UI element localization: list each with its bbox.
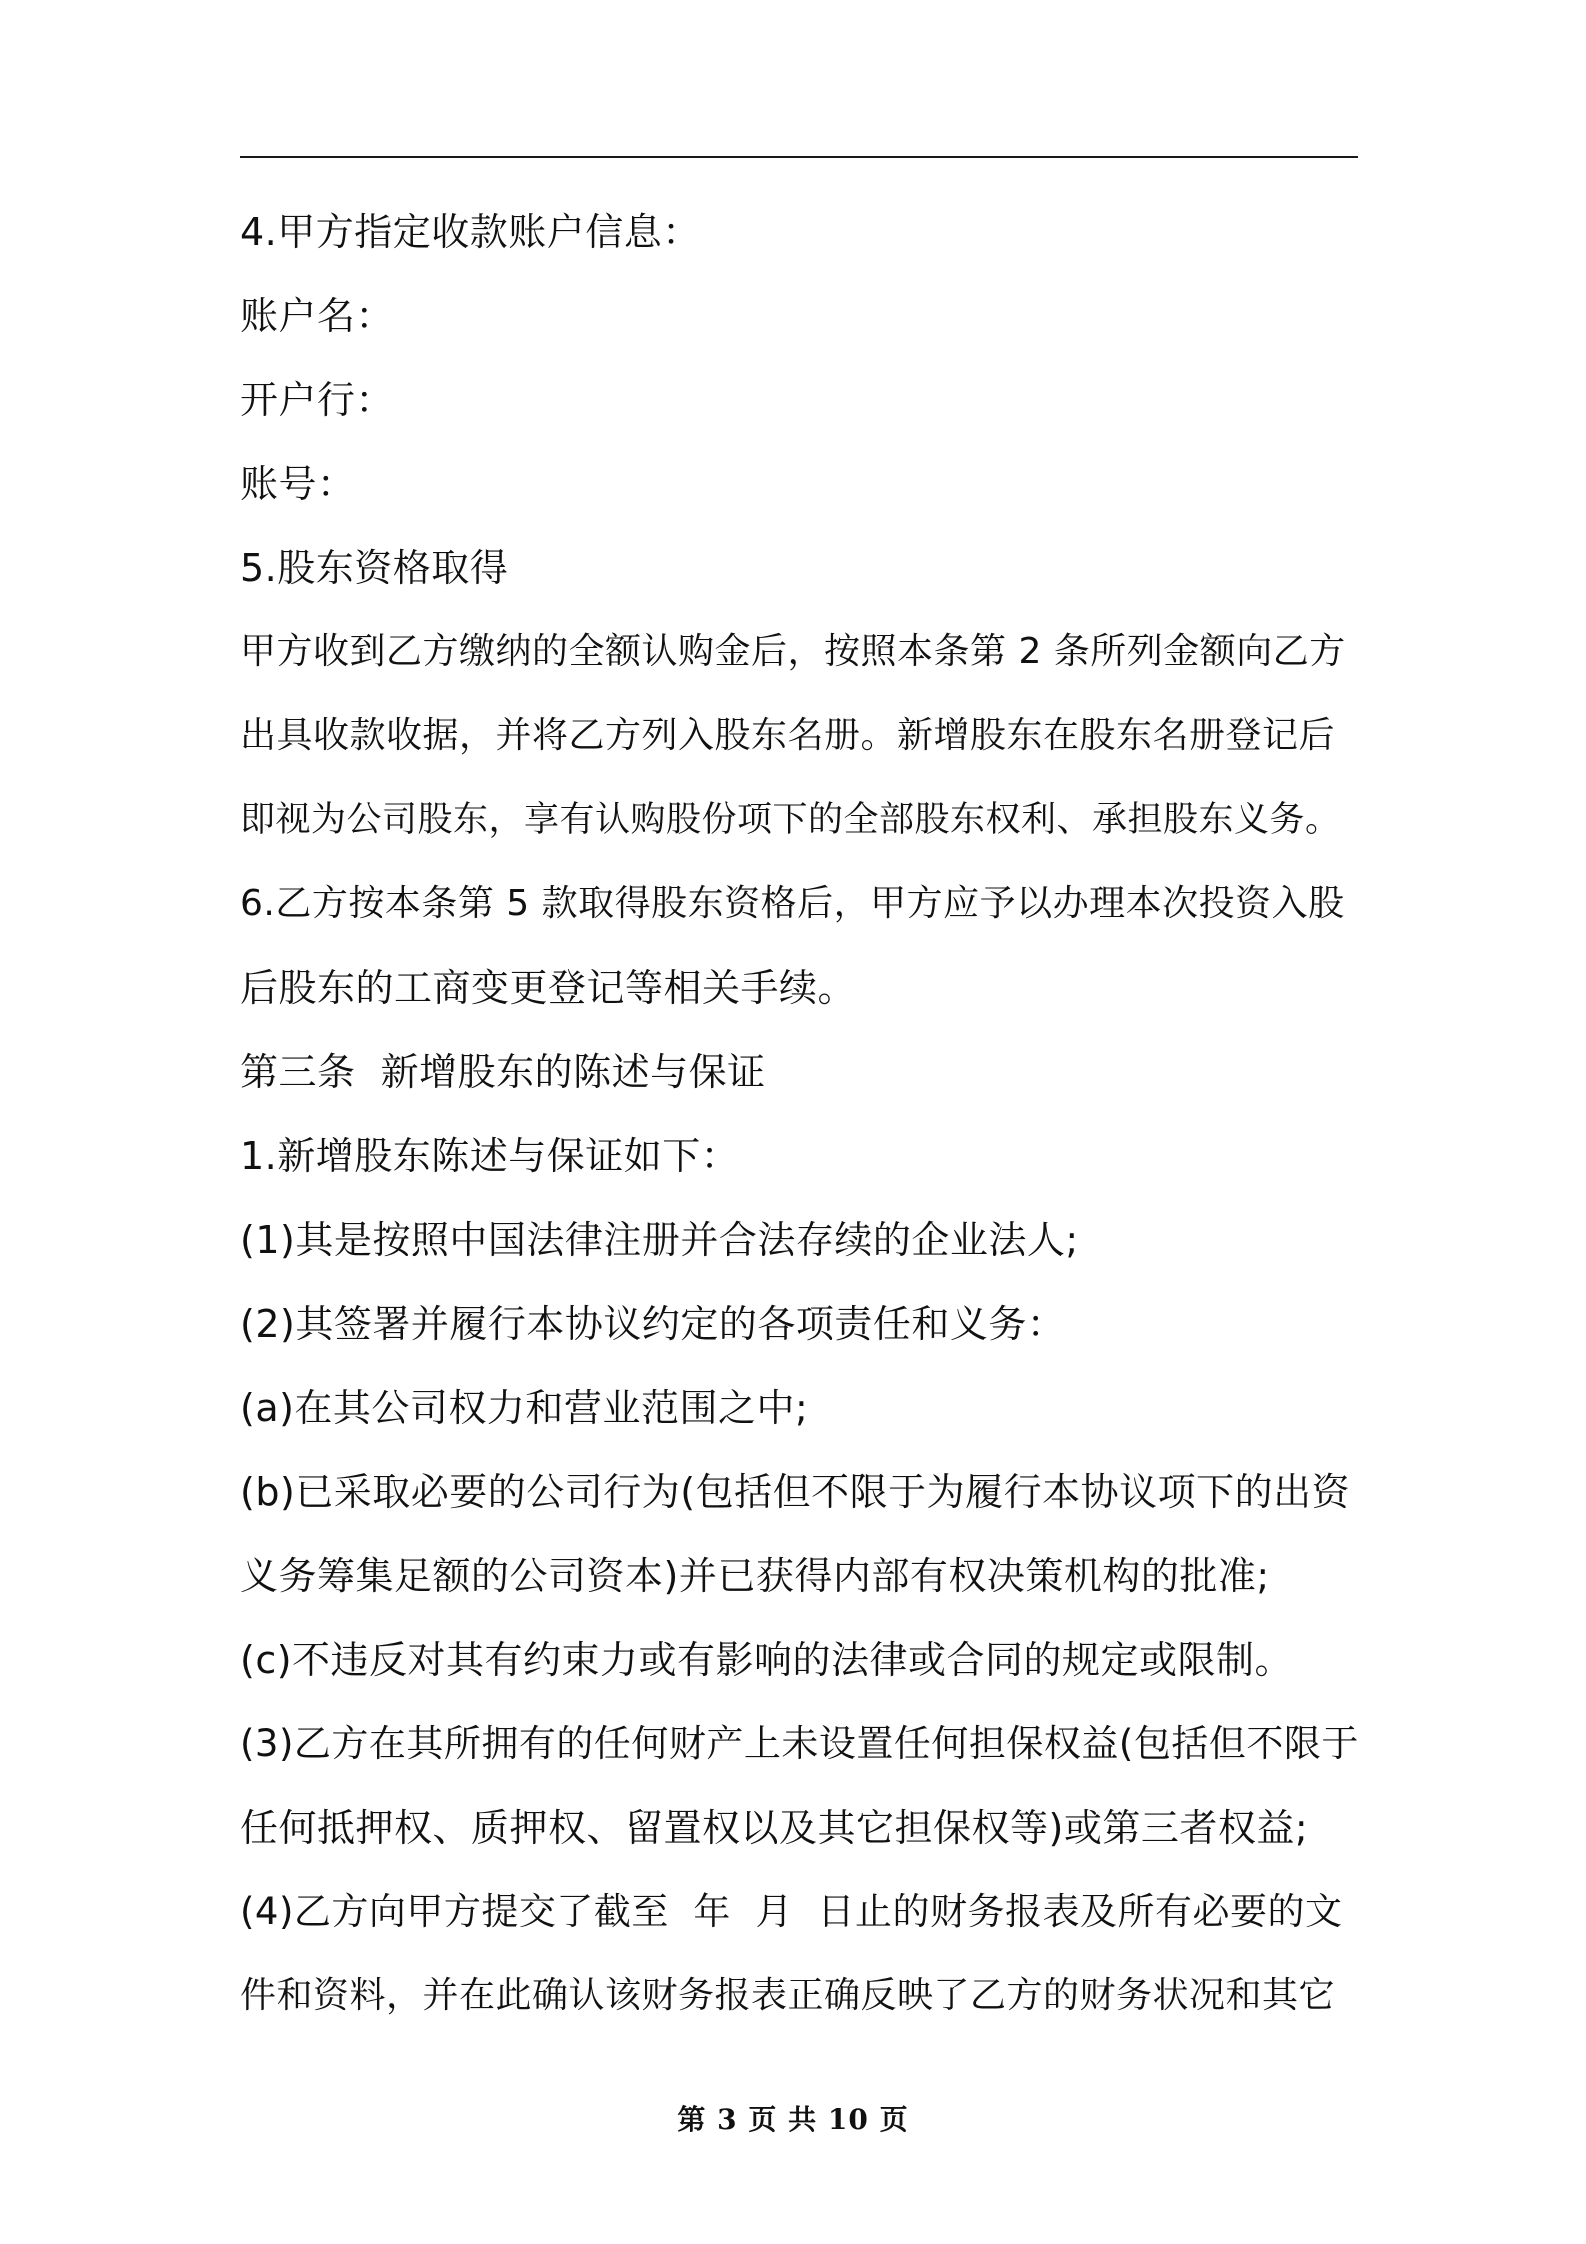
clause-line: (2)其签署并履行本协议约定的各项责任和义务： — [240, 1302, 1066, 1346]
paragraph-line: 后股东的工商变更登记等相关手续。 — [240, 966, 857, 1010]
header-divider — [240, 156, 1358, 158]
section-heading: 5.股东资格取得 — [240, 546, 509, 590]
paragraph-line: 1.新增股东陈述与保证如下： — [240, 1134, 740, 1178]
clause-line: 任何抵押权、质押权、留置权以及其它担保权等)或第三者权益; — [240, 1806, 1309, 1850]
clause-line: 件和资料，并在此确认该财务报表正确反映了乙方的财务状况和其它 — [240, 1975, 1336, 2016]
bank-field: 开户行： — [240, 378, 395, 422]
paragraph-line: 甲方收到乙方缴纳的全额认购金后，按照本条第 2 条所列金额向乙方 — [240, 631, 1346, 672]
clause-line: (c)不违反对其有约束力或有影响的法律或合同的规定或限制。 — [240, 1638, 1294, 1682]
account-number-field: 账号： — [240, 462, 356, 506]
page-number: 第 3 页 共 10 页 — [677, 2103, 909, 2136]
clause-line: (b)已采取必要的公司行为(包括但不限于为履行本协议项下的出资 — [240, 1470, 1351, 1514]
paragraph-line: 出具收款收据，并将乙方列入股东名册。新增股东在股东名册登记后 — [240, 715, 1336, 756]
paragraph-line: 6.乙方按本条第 5 款取得股东资格后，甲方应予以办理本次投资入股 — [240, 883, 1345, 924]
article-heading: 第三条 新增股东的陈述与保证 — [240, 1050, 766, 1094]
clause-line: (a)在其公司权力和营业范围之中; — [240, 1386, 809, 1430]
clause-line: (1)其是按照中国法律注册并合法存续的企业法人; — [240, 1218, 1079, 1262]
account-name-field: 账户名： — [240, 294, 395, 338]
section-heading: 4.甲方指定收款账户信息： — [240, 210, 701, 254]
clause-line: 义务筹集足额的公司资本)并已获得内部有权决策机构的批准; — [240, 1554, 1270, 1598]
paragraph-line: 即视为公司股东，享有认购股份项下的全部股东权利、承担股东义务。 — [240, 800, 1341, 840]
document-body — [240, 196, 1360, 2044]
clause-line: (4)乙方向甲方提交了截至 年 月 日止的财务报表及所有必要的文 — [240, 1890, 1343, 1933]
clause-line: (3)乙方在其所拥有的任何财产上未设置任何担保权益(包括但不限于 — [240, 1722, 1359, 1765]
